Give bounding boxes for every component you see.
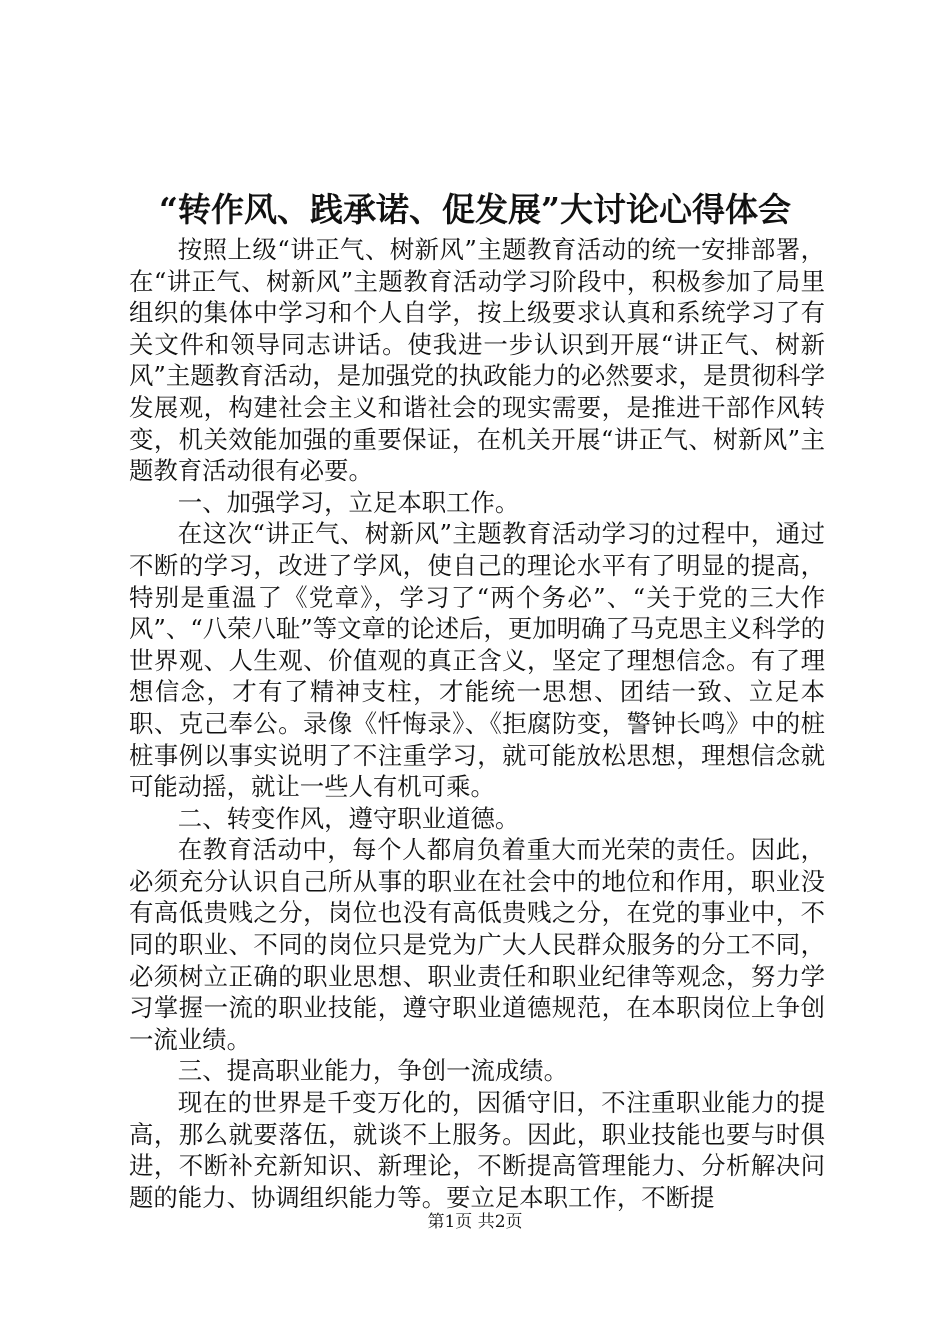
paragraph-intro: 按照上级“讲正气、树新风”主题教育活动的统一安排部署，在“讲正气、树新风”主题教育活动学习阶段中，积极参加了局里组织的集体中学习和个人自学，按上级要求认真和系统学习了有关文件和领导同志讲话。使我进一步认识到开展“讲正气、树新风”主题教育活动，是加强党的执政能力的必然要求，是贯彻科学发展观，构建社会主义和谐社会的现实需要，是推进干部作风转变，机关效能加强的重要保证，在机关开展“讲正气、树新风”主题教育活动很有必要。 <box>129 235 825 486</box>
section-heading-2: 二、转变作风，遵守职业道德。 <box>177 803 520 833</box>
document-title: “转作风、践承诺、促发展”大讨论心得体会 <box>159 190 791 229</box>
section-heading-1: 一、加强学习，立足本职工作。 <box>177 487 520 517</box>
page-footer: 第1页 共2页 <box>427 1212 523 1232</box>
section-heading-3: 三、提高职业能力，争创一流成绩。 <box>177 1056 569 1086</box>
document-body <box>129 234 825 1213</box>
paragraph-section-1: 在这次“讲正气、树新风”主题教育活动学习的过程中，通过不断的学习，改进了学风，使自己的理论水平有了明显的提高，特别是重温了《党章》，学习了“两个务必”、“关于党的三大作风”、“八荣八耻”等文章的论述后，更加明确了马克思主义科学的世界观、人生观、价值观的真正含义，坚定了理想信念。有了理想信念，才有了精神支柱，才能统一思想、团结一致、立足本职、克己奉公。录像《忏悔录》、《拒腐防变，警钟长鸣》中的桩桩事例以事实说明了不注重学习，就可能放松思想，理想信念就可能动摇，就让一些人有机可乘。 <box>129 519 825 802</box>
paragraph-section-2: 在教育活动中，每个人都肩负着重大而光荣的责任。因此，必须充分认识自己所从事的职业在社会中的地位和作用，职业没有高低贵贱之分，岗位也没有高低贵贱之分，在党的事业中，不同的职业、不同的岗位只是党为广大人民群众服务的分工不同，必须树立正确的职业思想、职业责任和职业纪律等观念，努力学习掌握一流的职业技能，遵守职业道德规范，在本职岗位上争创一流业绩。 <box>129 835 825 1054</box>
paragraph-section-3: 现在的世界是千变万化的，因循守旧，不注重职业能力的提高，那么就要落伍，就谈不上服务。因此，职业技能也要与时俱进，不断补充新知识、新理论，不断提高管理能力、分析解决问题的能力、协调组织能力等。要立足本职工作，不断提 <box>129 1088 825 1212</box>
